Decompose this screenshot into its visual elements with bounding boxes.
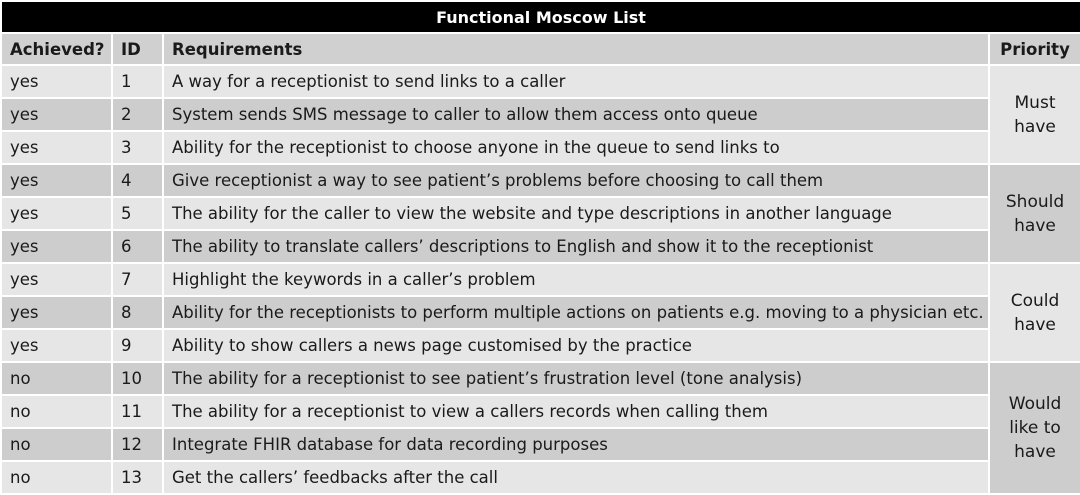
table-row (1, 395, 1080, 428)
achieved-cell: yes (1, 296, 112, 329)
table-row (1, 362, 1080, 395)
id-cell: 10 (112, 362, 163, 395)
requirement-cell: System sends SMS message to caller to allow them access onto queue (163, 98, 989, 131)
achieved-cell: no (1, 428, 112, 461)
achieved-cell: yes (1, 65, 112, 98)
id-cell: 8 (112, 296, 163, 329)
id-cell: 11 (112, 395, 163, 428)
priority-line: Must (1014, 92, 1056, 113)
header-requirements: Requirements (163, 33, 989, 65)
id-cell: 5 (112, 197, 163, 230)
table-title-row (1, 1, 1080, 33)
table-row (1, 131, 1080, 164)
column-header-row (1, 33, 1080, 65)
priority-must-have (989, 65, 1080, 164)
priority-line: like to (1009, 418, 1061, 438)
id-cell: 2 (112, 98, 163, 131)
requirement-cell: The ability to translate callers’ descriptions to English and show it to the receptionist (163, 230, 989, 263)
table-row (1, 230, 1080, 263)
id-cell: 6 (112, 230, 163, 263)
id-cell: 1 (112, 65, 163, 98)
priority-should-have (989, 164, 1080, 263)
header-achieved: Achieved? (1, 33, 112, 65)
requirement-cell: A way for a receptionist to send links to a caller (163, 65, 989, 98)
requirement-cell: Integrate FHIR database for data recording purposes (163, 428, 989, 461)
priority-line: Could (1010, 290, 1060, 311)
achieved-cell: yes (1, 98, 112, 131)
requirement-cell: Ability for the receptionist to choose anyone in the queue to send links to (163, 131, 989, 164)
table-row (1, 296, 1080, 329)
requirement-cell: Give receptionist a way to see patient’s problems before choosing to call them (163, 164, 989, 197)
achieved-cell: yes (1, 230, 112, 263)
priority-line: have (1014, 314, 1056, 335)
requirement-cell: Highlight the keywords in a caller’s problem (163, 263, 989, 296)
requirement-cell: The ability for a receptionist to view a callers records when calling them (163, 395, 989, 428)
id-cell: 13 (112, 461, 163, 494)
achieved-cell: no (1, 461, 112, 494)
achieved-cell: no (1, 362, 112, 395)
requirement-cell: The ability for the caller to view the website and type descriptions in another language (163, 197, 989, 230)
achieved-cell: yes (1, 164, 112, 197)
table-row (1, 197, 1080, 230)
table-row (1, 65, 1080, 98)
header-id: ID (112, 33, 163, 65)
table-row (1, 263, 1080, 296)
achieved-cell: yes (1, 131, 112, 164)
priority-line: Should (1005, 191, 1065, 212)
table-row (1, 461, 1080, 494)
id-cell: 4 (112, 164, 163, 197)
achieved-cell: no (1, 395, 112, 428)
priority-line: have (1014, 116, 1056, 137)
achieved-cell: yes (1, 197, 112, 230)
id-cell: 7 (112, 263, 163, 296)
achieved-cell: yes (1, 329, 112, 362)
table-row (1, 329, 1080, 362)
table-row (1, 98, 1080, 131)
id-cell: 12 (112, 428, 163, 461)
requirement-cell: Ability to show callers a news page customised by the practice (163, 329, 989, 362)
priority-line: have (1014, 442, 1056, 462)
id-cell: 3 (112, 131, 163, 164)
requirement-cell: The ability for a receptionist to see patient’s frustration level (tone analysis) (163, 362, 989, 395)
requirement-cell: Ability for the receptionists to perform multiple actions on patients e.g. moving to a physician etc. (163, 296, 989, 329)
header-priority: Priority (989, 33, 1080, 65)
priority-would-like-to-have (989, 362, 1080, 494)
table-row (1, 428, 1080, 461)
requirement-cell: Get the callers’ feedbacks after the call (163, 461, 989, 494)
priority-line: Would (1008, 394, 1062, 414)
priority-could-have (989, 263, 1080, 362)
table-row (1, 164, 1080, 197)
table-title: Functional Moscow List (1, 1, 1080, 33)
achieved-cell: yes (1, 263, 112, 296)
id-cell: 9 (112, 329, 163, 362)
priority-line: have (1014, 215, 1056, 236)
